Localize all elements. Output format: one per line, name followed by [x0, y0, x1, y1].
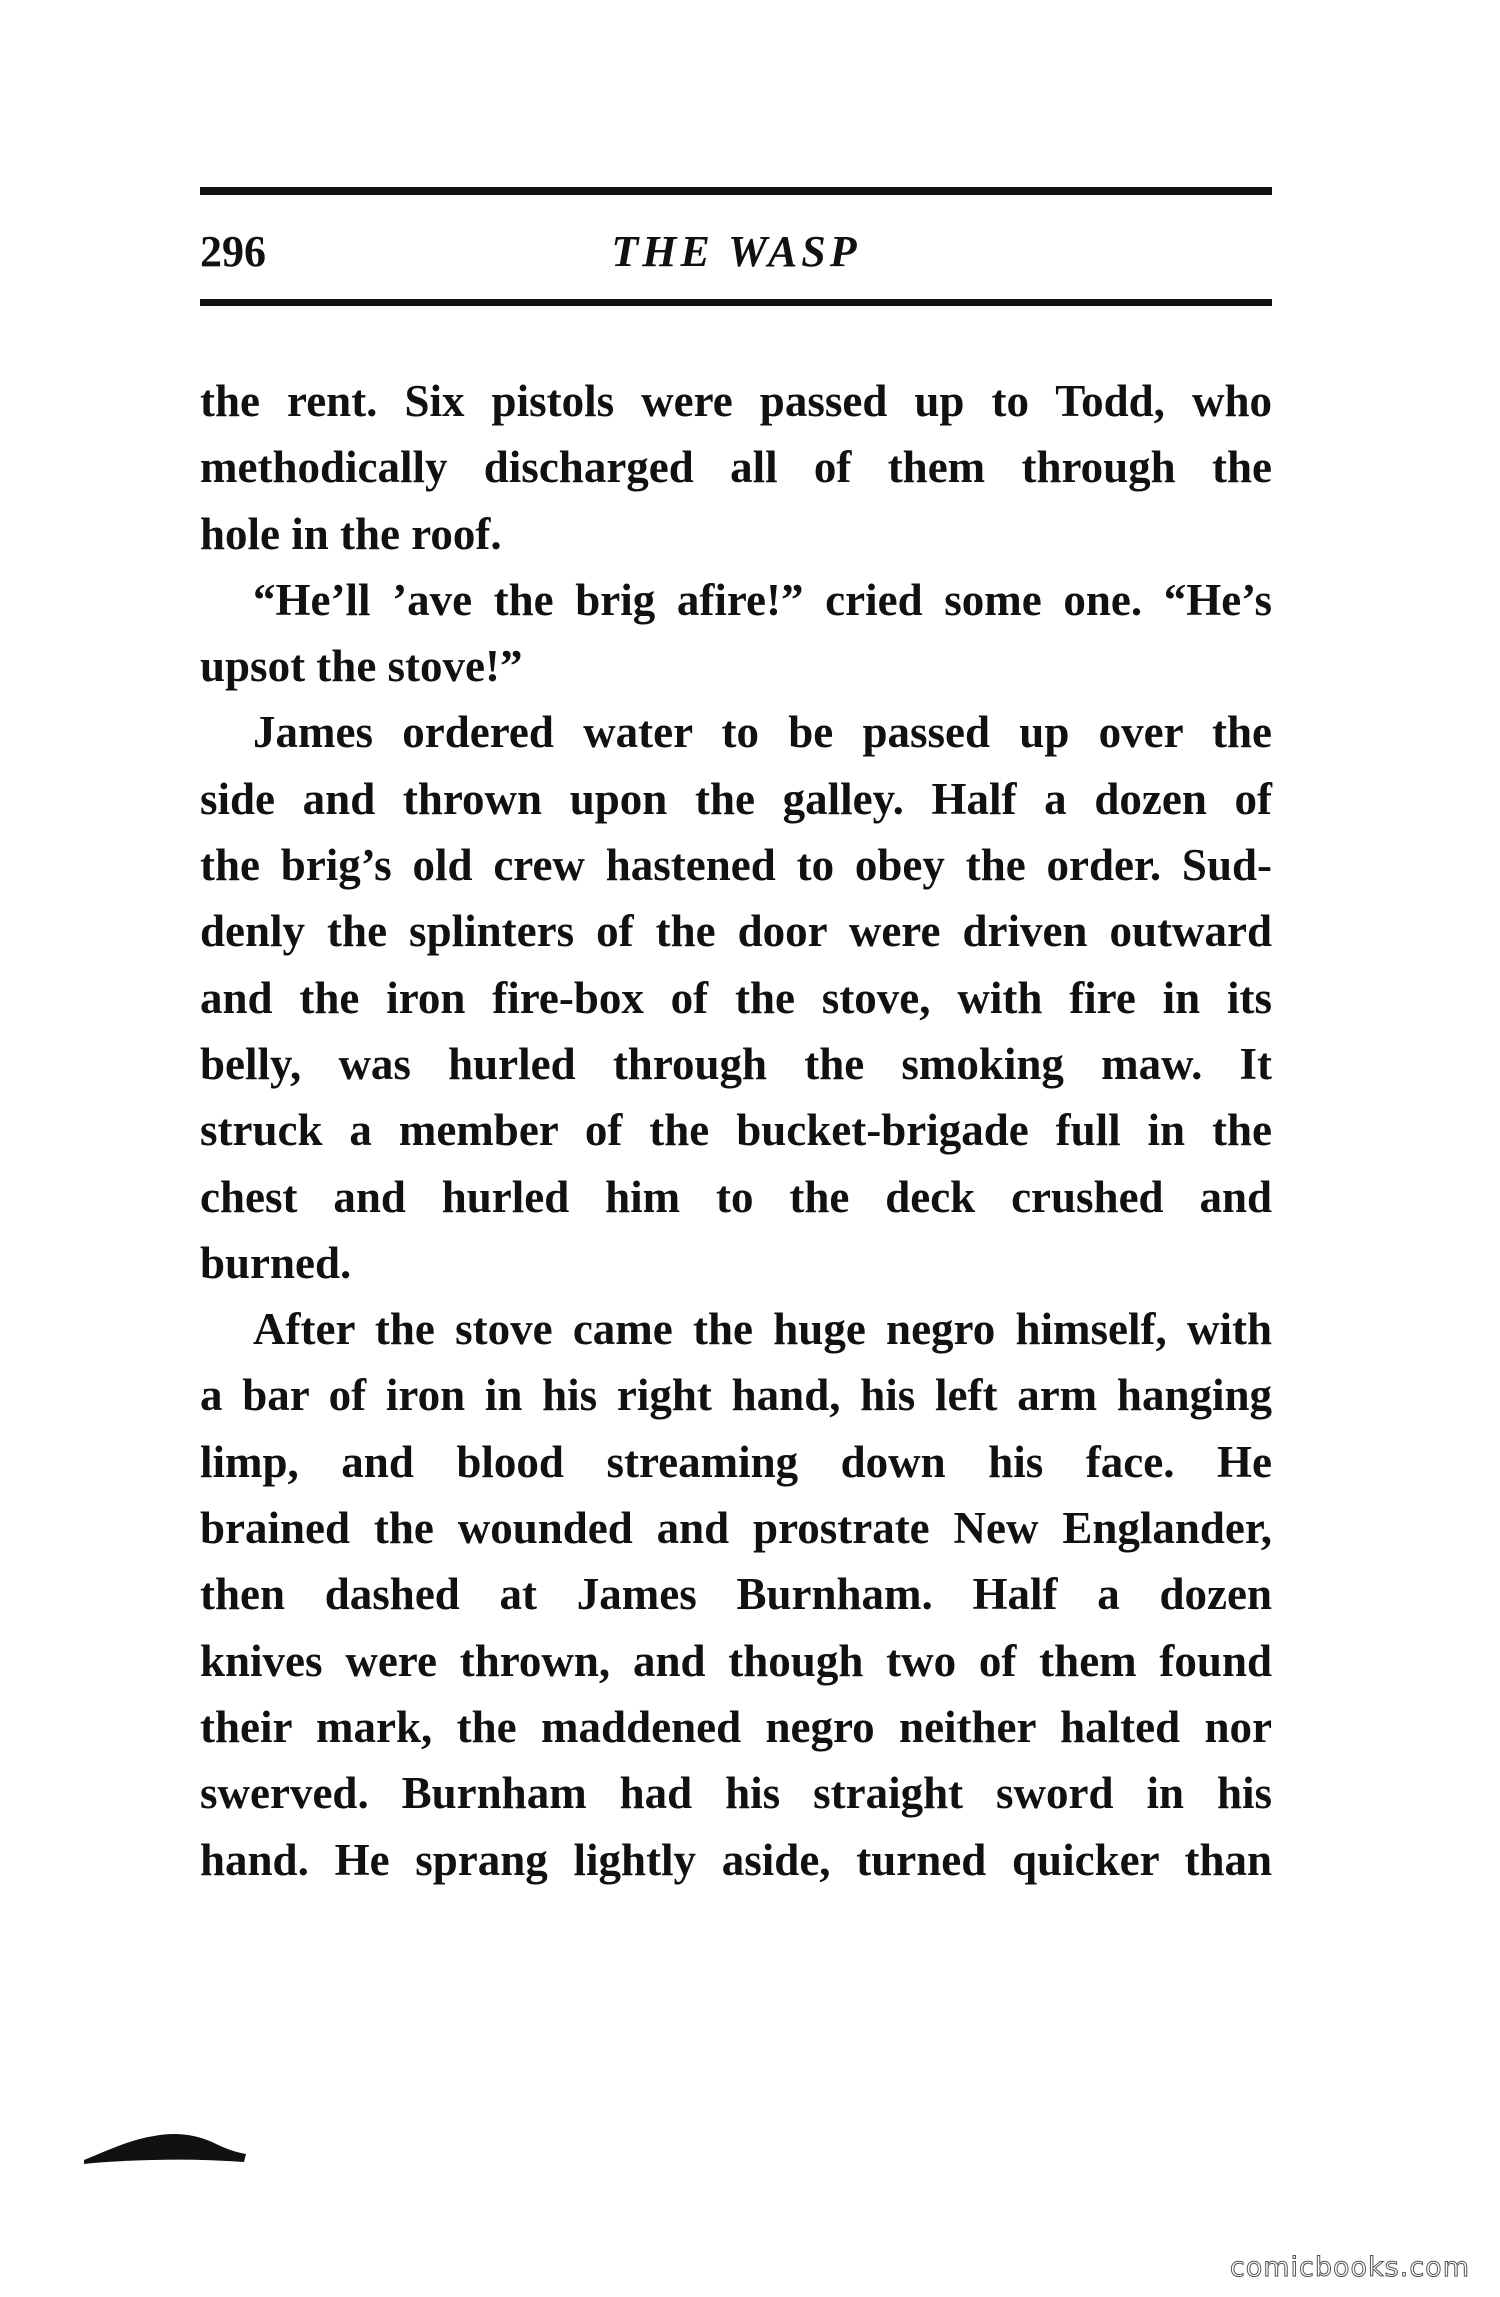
text-line: methodically discharged all of them through the [200, 442, 1272, 493]
running-title: THE WASP [611, 227, 861, 276]
text-line: hole in the roof. [200, 508, 502, 559]
header-rule-top [200, 187, 1272, 195]
text-line: struck a member of the bucket-brigade full in the [200, 1105, 1272, 1156]
text-line: their mark, the maddened negro neither halted nor [200, 1701, 1272, 1752]
watermark: comicbooks.com [1229, 2252, 1470, 2283]
body-text [200, 368, 1272, 1893]
text-line: the brig’s old crew hastened to obey the order. Sud- [200, 840, 1272, 891]
text-line: burned. [200, 1237, 352, 1288]
text-line: a bar of iron in his right hand, his left arm hanging [200, 1370, 1272, 1421]
text-line: the rent. Six pistols were passed up to Todd, who [200, 376, 1272, 426]
text-line: belly, was hurled through the smoking maw. It [200, 1038, 1272, 1089]
text-line: then dashed at James Burnham. Half a dozen [200, 1569, 1272, 1620]
text-line: limp, and blood streaming down his face. He [200, 1436, 1272, 1487]
text-line: brained the wounded and prostrate New Englander, [200, 1503, 1272, 1554]
text-line: swerved. Burnham had his straight sword in his [200, 1768, 1272, 1819]
text-line: denly the splinters of the door were driven outward [200, 906, 1272, 957]
text-line: After the stove came the huge negro himself, with [253, 1304, 1272, 1355]
text-line: hand. He sprang lightly aside, turned quicker than [200, 1834, 1272, 1885]
text-line: side and thrown upon the galley. Half a dozen of [200, 773, 1272, 824]
text-line: knives were thrown, and though two of them found [200, 1635, 1272, 1686]
text-line: “He’ll ’ave the brig afire!” cried some one. “He’s [253, 574, 1272, 625]
text-line: chest and hurled him to the deck crushed and [200, 1171, 1272, 1222]
text-line: James ordered water to be passed up over the [253, 707, 1272, 758]
text-line: upsot the stove!” [200, 641, 523, 692]
page-number: 296 [200, 227, 266, 276]
ink-smudge-ornament [84, 2126, 254, 2166]
text-line: and the iron fire-box of the stove, with fire in its [200, 972, 1272, 1023]
header-rule-bottom [200, 299, 1272, 306]
running-head [200, 222, 1272, 282]
